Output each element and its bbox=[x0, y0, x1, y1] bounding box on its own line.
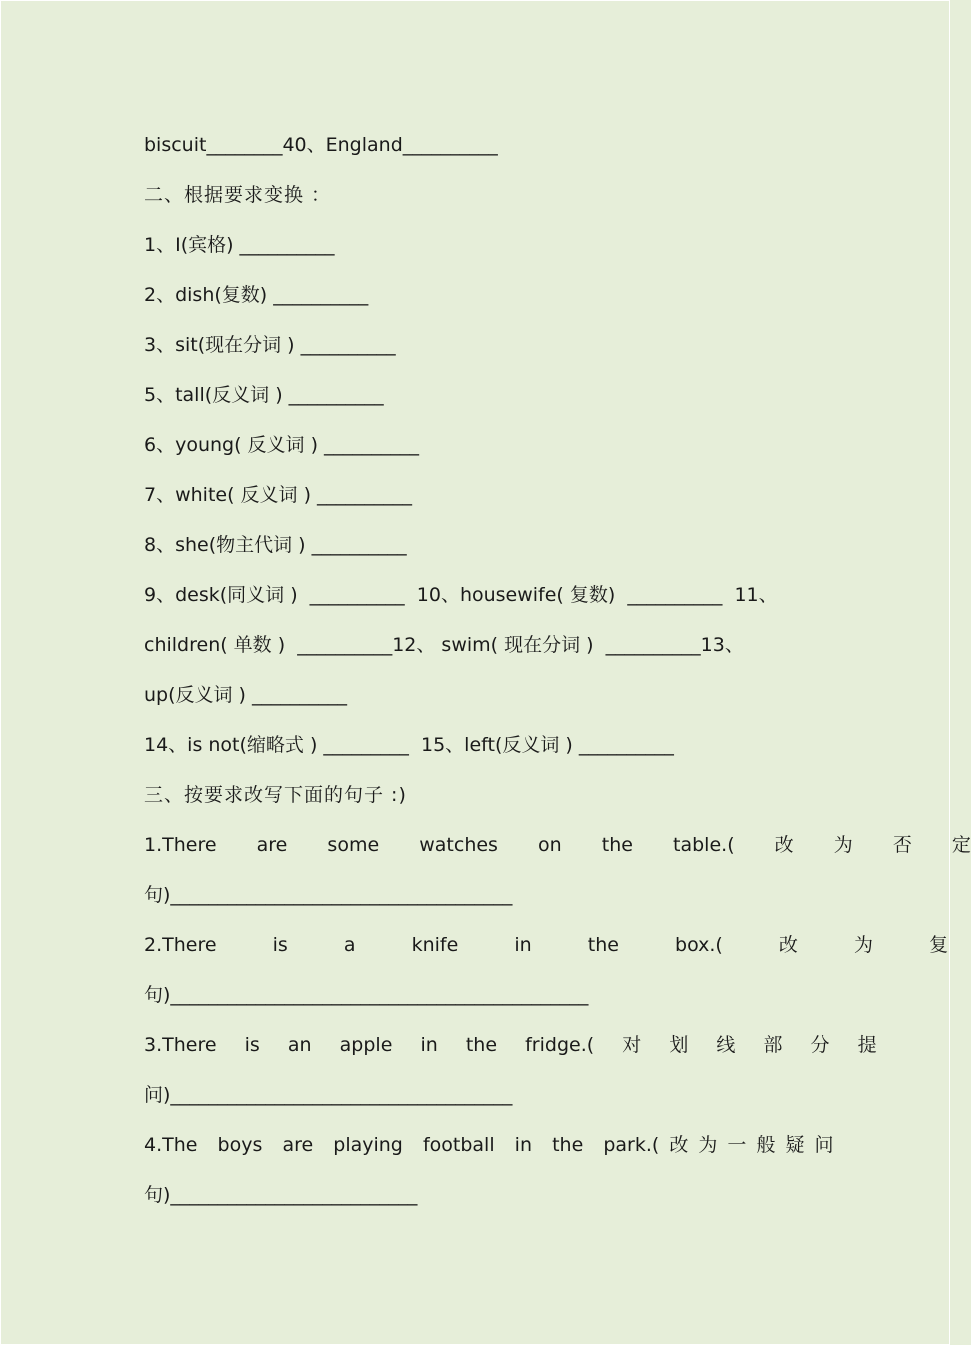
sentence-item: 3.There is an apple in the fridge.( 对 划 线 部 分 提 bbox=[144, 1034, 877, 1056]
answer-line: 句)____________________________________ bbox=[144, 884, 513, 906]
text-line: biscuit________40、England__________ bbox=[144, 134, 498, 156]
sentence-item: 4.The boys are playing football in the park.( 改 为 一 般 疑 问 bbox=[144, 1134, 834, 1156]
exercise-item: 9、desk(同义词 ) __________ 10、housewife( 复数) __________ 11、 bbox=[144, 584, 778, 606]
exercise-item: 6、young( 反义词 ) __________ bbox=[144, 434, 420, 456]
exercise-item: 8、she(物主代词 ) __________ bbox=[144, 534, 407, 556]
exercise-item: 14、is not(缩略式 ) _________ 15、left(反义词 ) __________ bbox=[144, 734, 674, 756]
exercise-item: 2、dish(复数) __________ bbox=[144, 284, 369, 306]
exercise-item: 1、I(宾格) __________ bbox=[144, 234, 335, 256]
sentence-item: 2.There is a knife in the box.( 改 为 复 bbox=[144, 934, 949, 956]
sentence-item: 1.There are some watches on the table.( 改 为 否 定 bbox=[144, 834, 971, 856]
exercise-item: 7、white( 反义词 ) __________ bbox=[144, 484, 413, 506]
worksheet-content bbox=[144, 129, 971, 1229]
answer-line: 句)____________________________________________ bbox=[144, 984, 589, 1006]
exercise-item: 5、tall(反义词 ) __________ bbox=[144, 384, 384, 406]
exercise-item: up(反义词 ) __________ bbox=[144, 684, 348, 706]
answer-line: 句)__________________________ bbox=[144, 1184, 418, 1206]
section-heading: 二、根据要求变换 ： bbox=[144, 184, 332, 206]
answer-line: 问)____________________________________ bbox=[144, 1084, 513, 1106]
exercise-item: children( 单数 ) __________12、 swim( 现在分词 ) __________13、 bbox=[144, 634, 744, 656]
section-heading: 三、按要求改写下面的句子 :) bbox=[144, 784, 407, 806]
exercise-item: 3、sit(现在分词 ) __________ bbox=[144, 334, 396, 356]
